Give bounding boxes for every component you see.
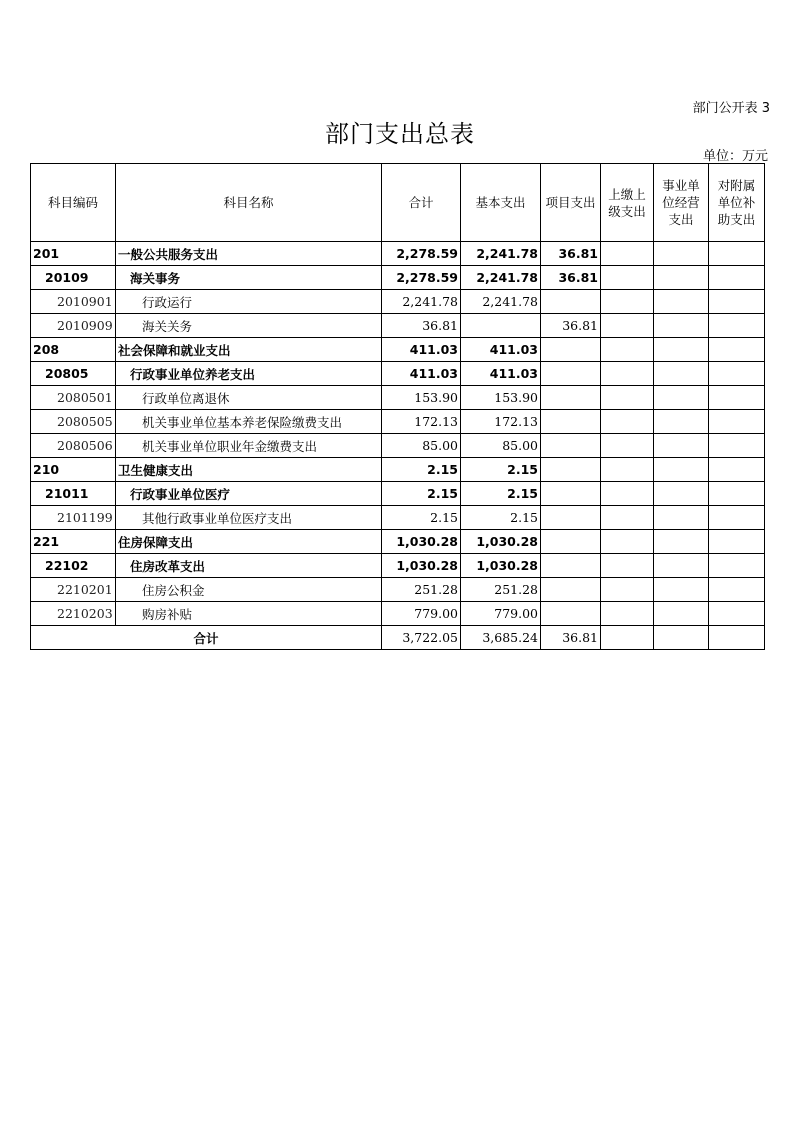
total-amount: 36.81 bbox=[382, 314, 461, 338]
business-amount bbox=[654, 386, 709, 410]
remit-amount bbox=[601, 506, 654, 530]
total-amount: 2.15 bbox=[382, 482, 461, 506]
subject-name: 住房公积金 bbox=[116, 578, 382, 602]
subsidy-amount bbox=[709, 242, 765, 266]
subject-name: 购房补贴 bbox=[116, 602, 382, 626]
subject-code: 2101199 bbox=[31, 506, 116, 530]
project-amount bbox=[541, 530, 601, 554]
project-amount bbox=[541, 362, 601, 386]
totals-label: 合计 bbox=[31, 626, 382, 650]
project-amount bbox=[541, 602, 601, 626]
remit-amount bbox=[601, 362, 654, 386]
subject-name: 一般公共服务支出 bbox=[116, 242, 382, 266]
business-amount bbox=[654, 266, 709, 290]
total-amount: 2,241.78 bbox=[382, 290, 461, 314]
column-header-basic: 基本支出 bbox=[461, 164, 541, 242]
remit-amount bbox=[601, 458, 654, 482]
subsidy-amount bbox=[709, 482, 765, 506]
basic-amount: 1,030.28 bbox=[461, 554, 541, 578]
project-amount: 36.81 bbox=[541, 242, 601, 266]
total-amount: 779.00 bbox=[382, 602, 461, 626]
remit-amount bbox=[601, 578, 654, 602]
remit-amount bbox=[601, 410, 654, 434]
basic-amount: 1,030.28 bbox=[461, 530, 541, 554]
subsidy-amount bbox=[709, 362, 765, 386]
totals-project: 36.81 bbox=[541, 626, 601, 650]
totals-remit bbox=[601, 626, 654, 650]
column-header-subsidy: 对附属单位补助支出 bbox=[709, 164, 765, 242]
subsidy-amount bbox=[709, 338, 765, 362]
subsidy-amount bbox=[709, 554, 765, 578]
subject-code: 2210201 bbox=[31, 578, 116, 602]
subsidy-amount bbox=[709, 578, 765, 602]
subject-name: 行政单位离退休 bbox=[116, 386, 382, 410]
table-row bbox=[31, 290, 765, 314]
basic-amount: 85.00 bbox=[461, 434, 541, 458]
total-amount: 411.03 bbox=[382, 362, 461, 386]
subject-code: 22102 bbox=[31, 554, 116, 578]
subsidy-amount bbox=[709, 290, 765, 314]
table-row bbox=[31, 482, 765, 506]
subject-code: 2080505 bbox=[31, 410, 116, 434]
basic-amount: 2,241.78 bbox=[461, 266, 541, 290]
business-amount bbox=[654, 314, 709, 338]
business-amount bbox=[654, 362, 709, 386]
project-amount bbox=[541, 338, 601, 362]
total-amount: 153.90 bbox=[382, 386, 461, 410]
totals-row bbox=[31, 626, 765, 650]
table-row bbox=[31, 314, 765, 338]
subsidy-amount bbox=[709, 314, 765, 338]
column-header-project: 项目支出 bbox=[541, 164, 601, 242]
remit-amount bbox=[601, 434, 654, 458]
subsidy-amount bbox=[709, 434, 765, 458]
remit-amount bbox=[601, 314, 654, 338]
project-amount bbox=[541, 386, 601, 410]
project-amount bbox=[541, 482, 601, 506]
business-amount bbox=[654, 482, 709, 506]
total-amount: 172.13 bbox=[382, 410, 461, 434]
table-row bbox=[31, 578, 765, 602]
subject-code: 20109 bbox=[31, 266, 116, 290]
subject-code: 2080506 bbox=[31, 434, 116, 458]
subject-name: 海关关务 bbox=[116, 314, 382, 338]
table-body bbox=[31, 242, 765, 650]
basic-amount: 411.03 bbox=[461, 362, 541, 386]
totals-basic: 3,685.24 bbox=[461, 626, 541, 650]
project-amount: 36.81 bbox=[541, 266, 601, 290]
table-header-row bbox=[31, 164, 765, 242]
remit-amount bbox=[601, 242, 654, 266]
table-row bbox=[31, 410, 765, 434]
remit-amount bbox=[601, 602, 654, 626]
total-amount: 1,030.28 bbox=[382, 554, 461, 578]
table-row bbox=[31, 434, 765, 458]
basic-amount: 779.00 bbox=[461, 602, 541, 626]
totals-subsidy bbox=[709, 626, 765, 650]
business-amount bbox=[654, 506, 709, 530]
project-amount bbox=[541, 290, 601, 314]
basic-amount: 153.90 bbox=[461, 386, 541, 410]
unit-label: 单位：万元 bbox=[702, 149, 768, 164]
table-row bbox=[31, 602, 765, 626]
business-amount bbox=[654, 578, 709, 602]
remit-amount bbox=[601, 338, 654, 362]
subject-code: 2010901 bbox=[31, 290, 116, 314]
remit-amount bbox=[601, 530, 654, 554]
table-row bbox=[31, 506, 765, 530]
project-amount bbox=[541, 434, 601, 458]
totals-business bbox=[654, 626, 709, 650]
remit-amount bbox=[601, 386, 654, 410]
subject-name: 行政事业单位医疗 bbox=[116, 482, 382, 506]
subsidy-amount bbox=[709, 410, 765, 434]
business-amount bbox=[654, 434, 709, 458]
business-amount bbox=[654, 458, 709, 482]
total-amount: 1,030.28 bbox=[382, 530, 461, 554]
subject-name: 住房保障支出 bbox=[116, 530, 382, 554]
business-amount bbox=[654, 554, 709, 578]
subject-name: 行政运行 bbox=[116, 290, 382, 314]
column-header-remit: 上缴上级支出 bbox=[601, 164, 654, 242]
total-amount: 251.28 bbox=[382, 578, 461, 602]
table-row bbox=[31, 554, 765, 578]
table-row bbox=[31, 386, 765, 410]
total-amount: 411.03 bbox=[382, 338, 461, 362]
column-header-business: 事业单位经营支出 bbox=[654, 164, 709, 242]
basic-amount: 2.15 bbox=[461, 482, 541, 506]
subsidy-amount bbox=[709, 386, 765, 410]
business-amount bbox=[654, 530, 709, 554]
subject-code: 2080501 bbox=[31, 386, 116, 410]
remit-amount bbox=[601, 290, 654, 314]
subject-name: 机关事业单位基本养老保险缴费支出 bbox=[116, 410, 382, 434]
column-header-name: 科目名称 bbox=[116, 164, 382, 242]
project-amount bbox=[541, 410, 601, 434]
subsidy-amount bbox=[709, 602, 765, 626]
basic-amount: 2,241.78 bbox=[461, 242, 541, 266]
remit-amount bbox=[601, 266, 654, 290]
business-amount bbox=[654, 242, 709, 266]
subject-name: 其他行政事业单位医疗支出 bbox=[116, 506, 382, 530]
subject-name: 行政事业单位养老支出 bbox=[116, 362, 382, 386]
table-row bbox=[31, 266, 765, 290]
project-amount bbox=[541, 554, 601, 578]
business-amount bbox=[654, 410, 709, 434]
business-amount bbox=[654, 338, 709, 362]
total-amount: 2.15 bbox=[382, 506, 461, 530]
subject-name: 卫生健康支出 bbox=[116, 458, 382, 482]
subject-code: 21011 bbox=[31, 482, 116, 506]
table-row bbox=[31, 242, 765, 266]
total-amount: 2,278.59 bbox=[382, 266, 461, 290]
page-title: 部门支出总表 bbox=[325, 120, 475, 148]
subject-code: 201 bbox=[31, 242, 116, 266]
subject-code: 208 bbox=[31, 338, 116, 362]
subsidy-amount bbox=[709, 266, 765, 290]
table-row bbox=[31, 362, 765, 386]
basic-amount bbox=[461, 314, 541, 338]
subject-code: 20805 bbox=[31, 362, 116, 386]
subject-name: 社会保障和就业支出 bbox=[116, 338, 382, 362]
subject-code: 221 bbox=[31, 530, 116, 554]
total-amount: 2.15 bbox=[382, 458, 461, 482]
basic-amount: 2,241.78 bbox=[461, 290, 541, 314]
subject-code: 210 bbox=[31, 458, 116, 482]
project-amount bbox=[541, 506, 601, 530]
total-amount: 2,278.59 bbox=[382, 242, 461, 266]
project-amount: 36.81 bbox=[541, 314, 601, 338]
table-row bbox=[31, 530, 765, 554]
subject-name: 机关事业单位职业年金缴费支出 bbox=[116, 434, 382, 458]
subject-code: 2210203 bbox=[31, 602, 116, 626]
basic-amount: 2.15 bbox=[461, 506, 541, 530]
subsidy-amount bbox=[709, 530, 765, 554]
subsidy-amount bbox=[709, 458, 765, 482]
table-row bbox=[31, 458, 765, 482]
project-amount bbox=[541, 458, 601, 482]
basic-amount: 2.15 bbox=[461, 458, 541, 482]
remit-amount bbox=[601, 554, 654, 578]
column-header-total: 合计 bbox=[382, 164, 461, 242]
remit-amount bbox=[601, 482, 654, 506]
subject-name: 海关事务 bbox=[116, 266, 382, 290]
totals-total: 3,722.05 bbox=[382, 626, 461, 650]
basic-amount: 411.03 bbox=[461, 338, 541, 362]
subsidy-amount bbox=[709, 506, 765, 530]
table-row bbox=[31, 338, 765, 362]
project-amount bbox=[541, 578, 601, 602]
document-code: 部门公开表 3 bbox=[692, 101, 770, 116]
expenditure-table bbox=[30, 163, 765, 650]
subject-code: 2010909 bbox=[31, 314, 116, 338]
total-amount: 85.00 bbox=[382, 434, 461, 458]
column-header-code: 科目编码 bbox=[31, 164, 116, 242]
business-amount bbox=[654, 290, 709, 314]
basic-amount: 172.13 bbox=[461, 410, 541, 434]
basic-amount: 251.28 bbox=[461, 578, 541, 602]
business-amount bbox=[654, 602, 709, 626]
subject-name: 住房改革支出 bbox=[116, 554, 382, 578]
